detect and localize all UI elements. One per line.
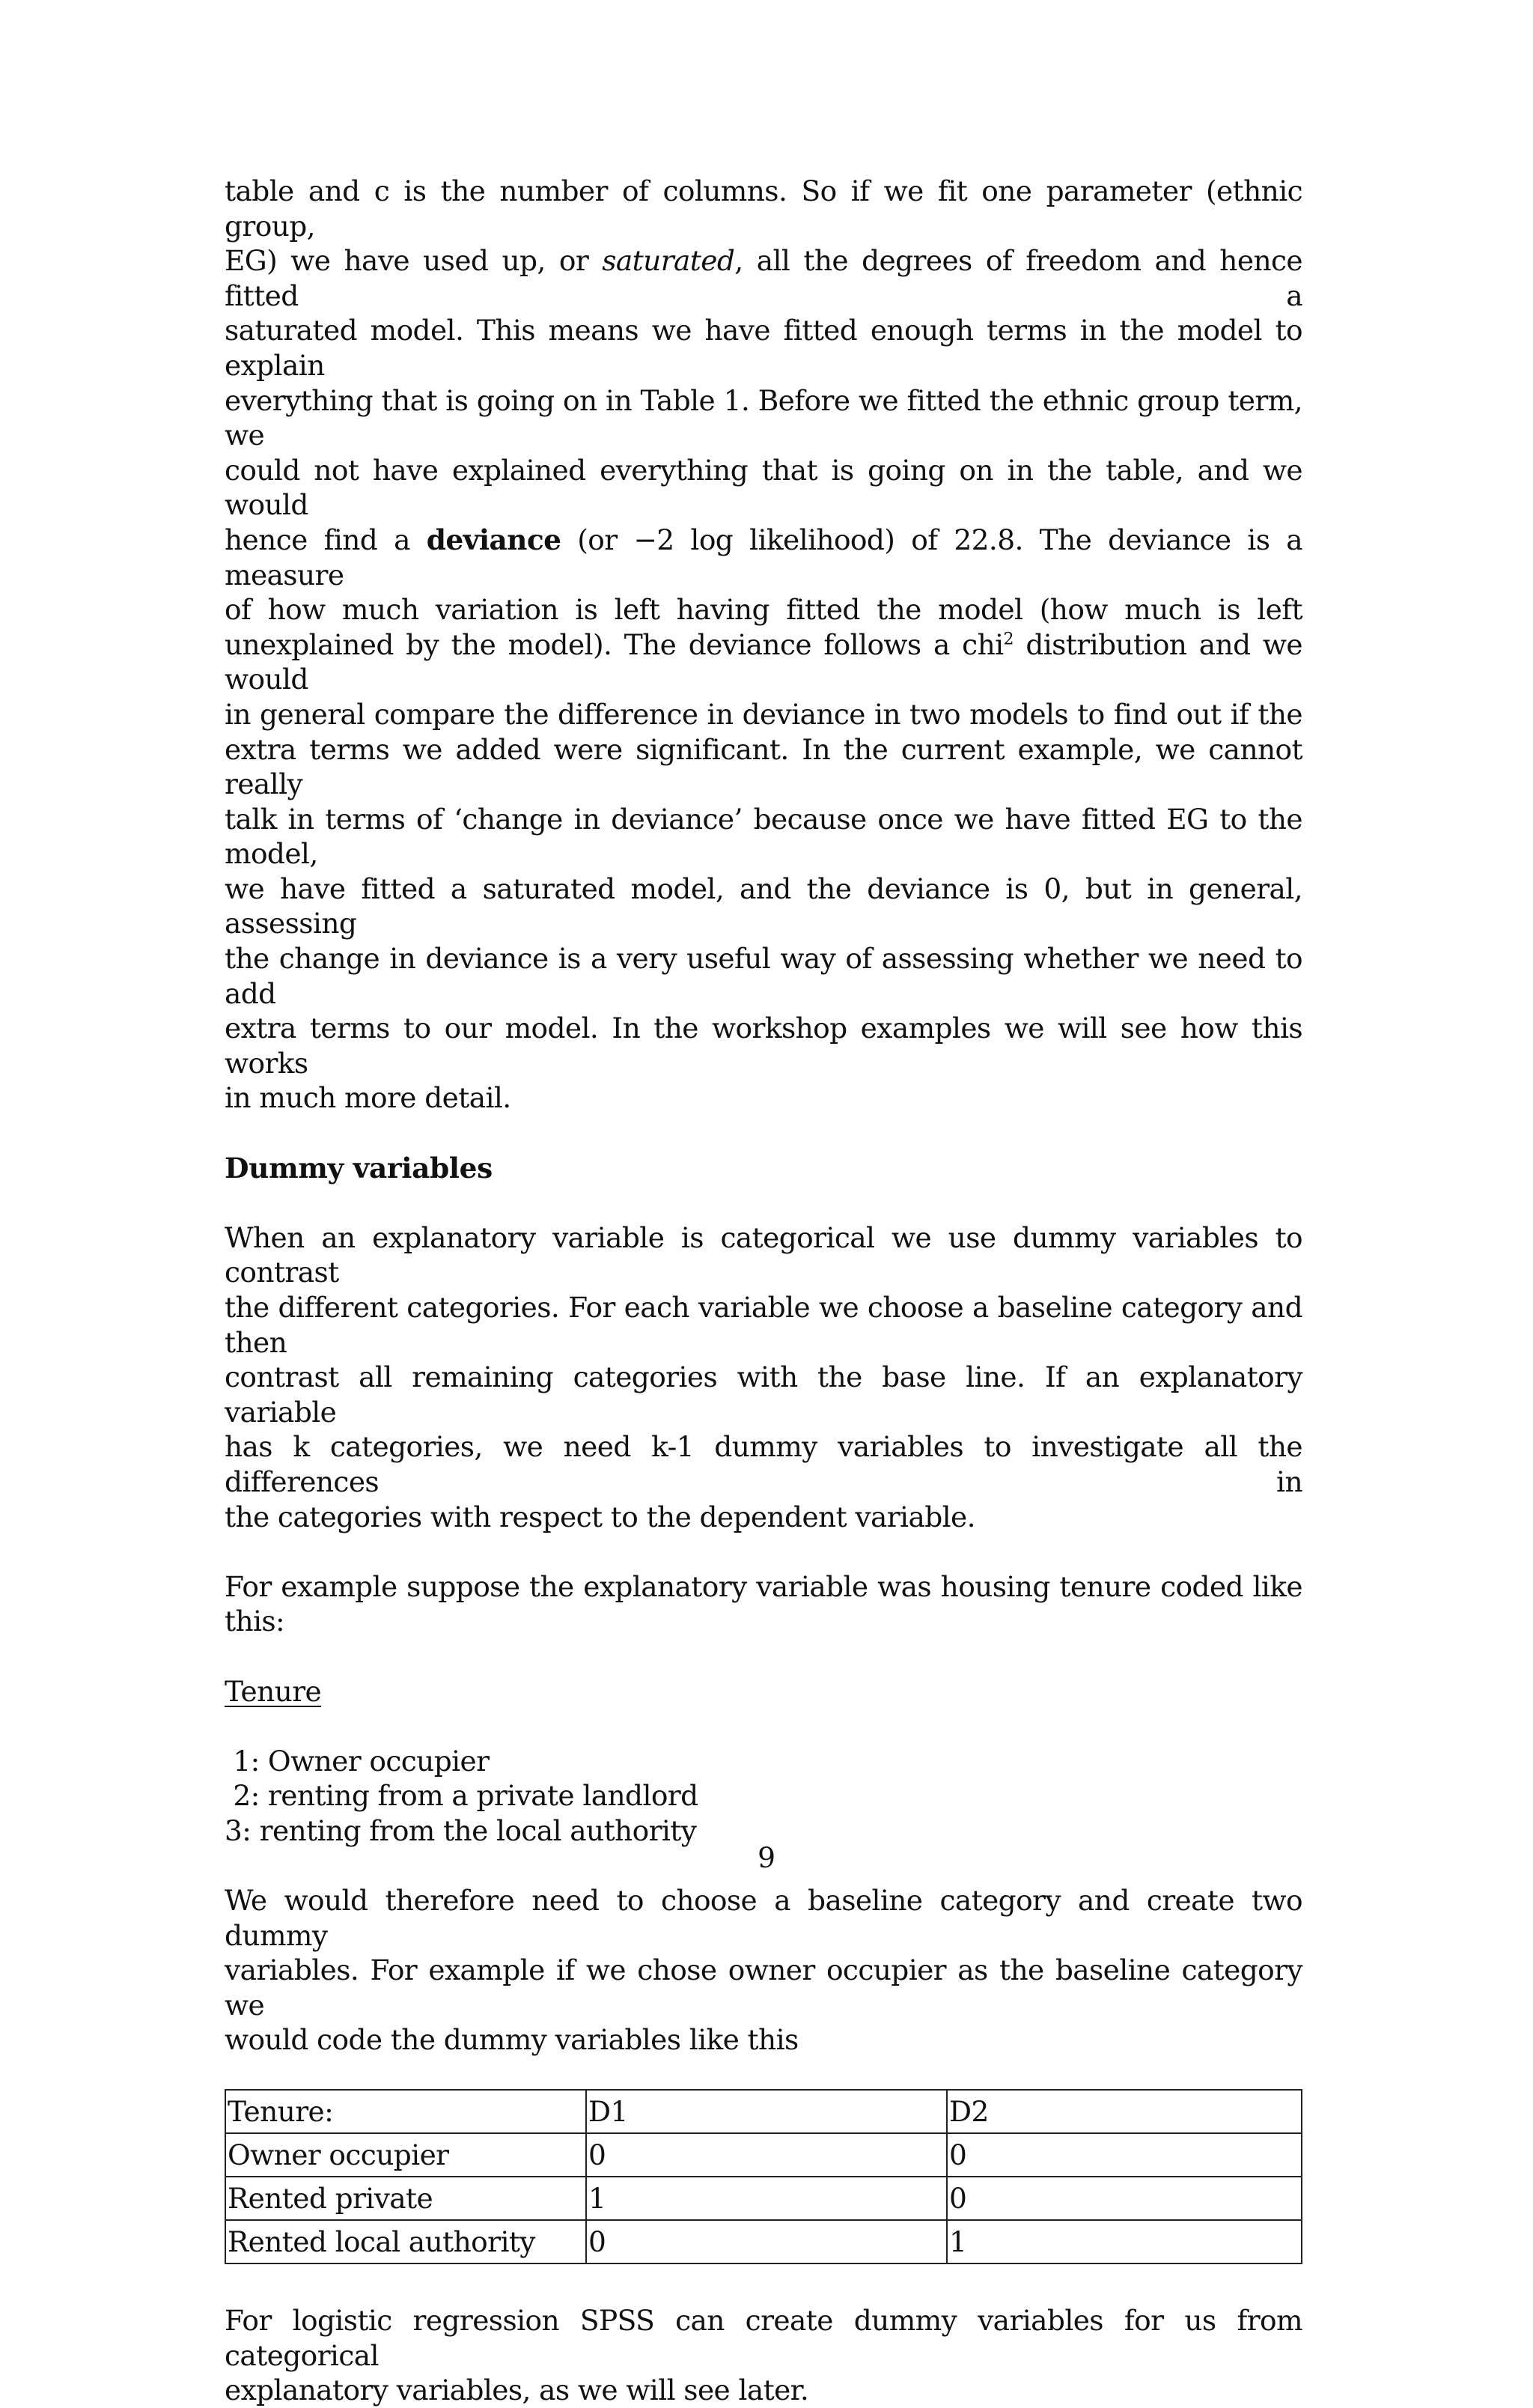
text-line — [225, 313, 1302, 383]
text-line — [225, 1080, 1302, 1116]
text-line: the different categories. For each variable we choose a baseline category and then — [225, 1291, 1302, 1359]
table-header-cell: Tenure: — [225, 2090, 586, 2133]
text-line: has k categories, we need k-1 dummy variables to investigate all the differences in — [225, 1430, 1302, 1498]
text-line: explanatory variables, as we will see later. — [225, 2374, 809, 2407]
table-header-cell: D1 — [586, 2090, 947, 2133]
spacer — [225, 1116, 1302, 1151]
table-header-cell: D2 — [947, 2090, 1302, 2133]
section-heading: Dummy variables — [225, 1151, 493, 1185]
text-line — [225, 523, 1302, 592]
spacer — [225, 2058, 1302, 2083]
spacer — [225, 1534, 1302, 1569]
paragraph-dummy-intro — [225, 1220, 1302, 1534]
page-number: 9 — [758, 1841, 775, 1874]
text-span: we have fitted a saturated model, and the deviance is 0, but in general, assessing — [225, 872, 1302, 940]
dummy-coding-table — [225, 2089, 1302, 2264]
text-span: unexplained by the model). The deviance follows a chi — [225, 627, 1004, 661]
paragraph-baseline — [225, 1883, 1302, 2058]
list-item: 2: renting from a private landlord — [225, 1779, 698, 1813]
text-span: everything that is going on in Table 1. Before we fitted the ethnic group term, we — [225, 383, 1302, 452]
spacer — [225, 2264, 1302, 2303]
text-line: would code the dummy variables like this — [225, 2023, 799, 2057]
paragraph-spss — [225, 2303, 1302, 2408]
superscript: 2 — [1003, 630, 1014, 649]
spacer — [225, 1709, 1302, 1744]
paragraph-example: For example suppose the explanatory variable was housing tenure coded like this: — [225, 1569, 1302, 1638]
table-cell: 0 — [586, 2220, 947, 2263]
text-span: distribution and we would — [225, 627, 1302, 696]
tenure-label — [225, 1674, 1302, 1709]
text-line — [225, 697, 1302, 732]
tenure-list — [225, 1744, 1302, 1849]
table-header-row — [225, 2090, 1302, 2133]
text-span: saturated model. This means we have fitted enough terms in the model to explain — [225, 314, 1302, 382]
text-line — [225, 174, 1302, 243]
text-span: talk in terms of ‘change in deviance’ because once we have fitted EG to the model, — [225, 802, 1302, 871]
text-line — [225, 383, 1302, 453]
text-line: variables. For example if we chose owner occupier as the baseline category we — [225, 1954, 1302, 2022]
text-span: EG) we have used up, or — [225, 244, 603, 278]
table-cell: 1 — [947, 2220, 1302, 2263]
table-cell: 0 — [947, 2133, 1302, 2177]
text-span: in much more detail. — [225, 1081, 511, 1115]
text-span: could not have explained everything that is going on in the table, and we would — [225, 453, 1302, 522]
text-line — [225, 1011, 1302, 1080]
table-row — [225, 2220, 1302, 2263]
text-line — [225, 941, 1302, 1011]
text-line — [225, 872, 1302, 941]
text-line — [225, 592, 1302, 627]
text-span: (or −2 log likelihood) of 22.8. The deviance is a measure — [225, 523, 1302, 592]
spacer — [225, 1639, 1302, 1674]
table-cell: 0 — [586, 2133, 947, 2177]
text-line — [225, 453, 1302, 523]
text-line: contrast all remaining categories with the base line. If an explanatory variable — [225, 1360, 1302, 1429]
table-cell: 1 — [586, 2177, 947, 2220]
text-span: in general compare the difference in deviance in two models to find out if the — [225, 697, 1302, 731]
document-page — [225, 174, 1302, 2408]
text-line — [225, 732, 1302, 802]
list-item: 1: Owner occupier — [225, 1744, 490, 1778]
text-span: extra terms to our model. In the workshop examples we will see how this works — [225, 1012, 1302, 1080]
text-span: the change in deviance is a very useful way of assessing whether we need to add — [225, 942, 1302, 1010]
text-line: When an explanatory variable is categorical we use dummy variables to contrast — [225, 1220, 1302, 1289]
bold-term-deviance: deviance — [426, 523, 561, 556]
text-span: table and c is the number of columns. So if we fit one parameter (ethnic group, — [225, 174, 1302, 243]
list-item: 3: renting from the local authority — [225, 1813, 697, 1847]
spacer — [225, 1185, 1302, 1220]
text-line — [225, 243, 1302, 313]
table-cell: Rented private — [225, 2177, 586, 2220]
text-line: We would therefore need to choose a baseline category and create two dummy — [225, 1884, 1302, 1952]
text-line — [225, 627, 1302, 697]
table-row — [225, 2133, 1302, 2177]
text-line — [225, 802, 1302, 872]
text-line: For logistic regression SPSS can create dummy variables for us from categorical — [225, 2304, 1302, 2372]
text-span: of how much variation is left having fitted the model (how much is left — [225, 593, 1302, 627]
table-cell: Rented local authority — [225, 2220, 586, 2263]
table-row — [225, 2177, 1302, 2220]
paragraph-deviance — [225, 174, 1302, 1116]
table-cell: Owner occupier — [225, 2133, 586, 2177]
text-line: the categories with respect to the dependent variable. — [225, 1500, 975, 1533]
text-span: hence find a — [225, 523, 427, 556]
text-span: extra terms we added were significant. In the current example, we cannot really — [225, 732, 1302, 801]
tenure-label-text: Tenure — [225, 1674, 322, 1708]
table-cell: 0 — [947, 2177, 1302, 2220]
italic-term-saturated: saturated — [602, 244, 735, 278]
text-span: , all the degrees of freedom and hence fitted a — [225, 244, 1302, 312]
